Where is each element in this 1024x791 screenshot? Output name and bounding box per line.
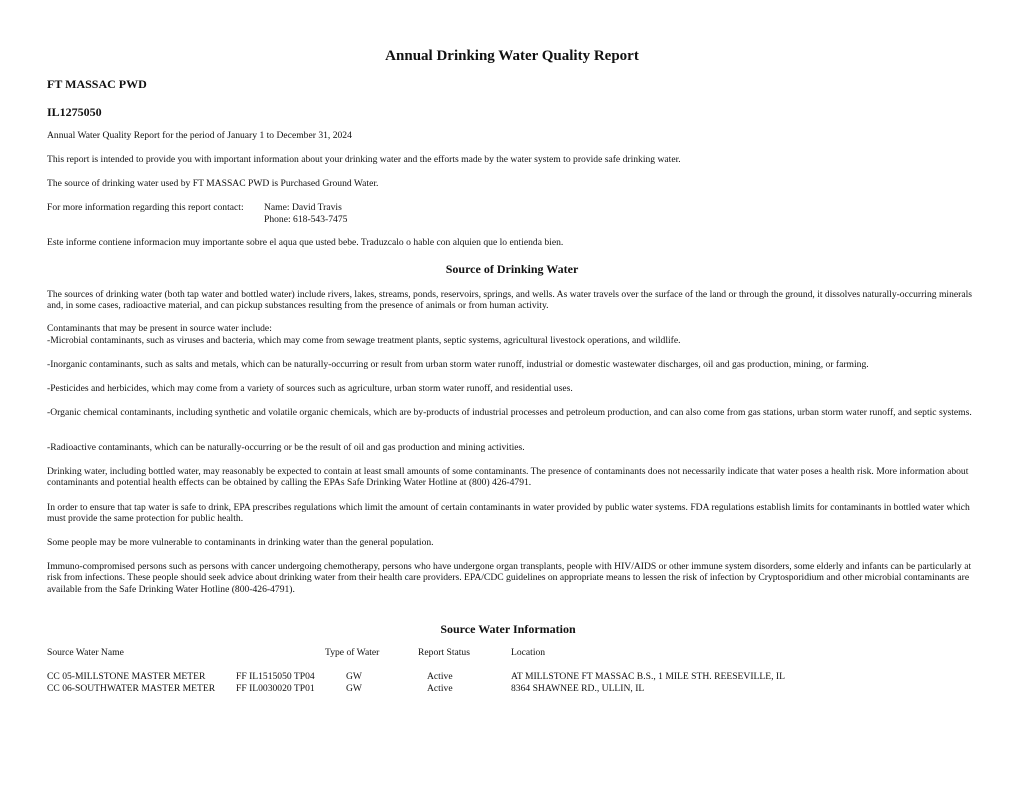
contact-phone: Phone: 618-543-7475 xyxy=(264,214,348,225)
report-status-cell: Active xyxy=(427,671,453,682)
epa-regulations-paragraph: In order to ensure that tap water is safe to drink, EPA prescribes regulations which limit the amount of certain contaminants in water provided by public water systems. FDA regulations establish limits for contaminants in bottled water which must provide the same protection for public health. xyxy=(47,502,970,525)
organic-item: -Organic chemical contaminants, including synthetic and volatile organic chemicals, which are by-products of industrial processes and petroleum production, and can also come from gas stations, urban storm water runoff, and septic systems. xyxy=(47,407,972,418)
source-id-cell: FF IL0030020 TP01 xyxy=(236,683,315,694)
system-id: IL1275050 xyxy=(47,105,102,119)
page-title: Annual Drinking Water Quality Report xyxy=(385,48,639,64)
location-cell: 8364 SHAWNEE RD., ULLIN, IL xyxy=(511,683,645,694)
source-of-drinking-water-heading: Source of Drinking Water xyxy=(445,262,579,276)
contaminants-intro: Contaminants that may be present in source water include: xyxy=(47,323,272,334)
immuno-paragraph: Immuno-compromised persons such as persons with cancer undergoing chemotherapy, persons who have undergone organ transplants, people with HIV/AIDS or other immune system disorders, some elderly and infants can be particularly at risk from infections. These people should seek advice about drinking water from their health care providers. EPA/CDC guidelines on appropriate means to lessen the risk of infection by Cryptosporidium and other microbial contaminants are available from the Safe Drinking Water Hotline (800-426-4791). xyxy=(47,561,972,595)
source-name-cell: CC 05-MILLSTONE MASTER METER xyxy=(47,671,206,682)
table-row xyxy=(47,683,977,695)
spanish-notice: Este informe contiene informacion muy importante sobre el aqua que usted bebe. Traduzcalo o hable con alquien que lo entienda bien. xyxy=(47,237,564,248)
bottled-water-paragraph: Drinking water, including bottled water, may reasonably be expected to contain at least small amounts of some contaminants. The presence of contaminants does not necessarily indicate that water poses a health risk. More information about contaminants and potential health effects can be obtained by calling the EPAs Safe Drinking Water Hotline at (800) 426-4791. xyxy=(47,466,969,489)
report-status-cell: Active xyxy=(427,683,453,694)
column-header: Location xyxy=(511,647,546,658)
pesticides-item: -Pesticides and herbicides, which may come from a variety of sources such as agriculture, urban storm water runoff, and residential uses. xyxy=(47,383,573,394)
contact-label: For more information regarding this report contact: xyxy=(47,202,244,213)
water-type-cell: GW xyxy=(346,671,362,682)
vulnerable-paragraph: Some people may be more vulnerable to contaminants in drinking water than the general population. xyxy=(47,537,434,548)
water-type-cell: GW xyxy=(346,683,362,694)
source-water-table xyxy=(47,647,977,695)
source-water-information-heading: Source Water Information xyxy=(440,622,576,636)
microbial-item: -Microbial contaminants, such as viruses and bacteria, which may come from sewage treatment plants, septic systems, agricultural livestock operations, and wildlife. xyxy=(47,335,681,346)
report-period: Annual Water Quality Report for the period of January 1 to December 31, 2024 xyxy=(47,130,352,141)
contact-name: Name: David Travis xyxy=(264,202,342,213)
source-id-cell: FF IL1515050 TP04 xyxy=(236,671,315,682)
column-header: Type of Water xyxy=(325,647,380,658)
inorganic-item: -Inorganic contaminants, such as salts and metals, which can be naturally-occurring or result from urban storm water runoff, industrial or domestic wastewater discharges, oil and gas production, mining, or farming. xyxy=(47,359,869,370)
radioactive-item: -Radioactive contaminants, which can be naturally-occurring or be the result of oil and gas production and mining activities. xyxy=(47,442,525,453)
source-name-cell: CC 06-SOUTHWATER MASTER METER xyxy=(47,683,216,694)
intro-paragraph: This report is intended to provide you with important information about your drinking water and the efforts made by the water system to provide safe drinking water. xyxy=(47,154,681,165)
table-header-row xyxy=(47,647,977,659)
system-name: FT MASSAC PWD xyxy=(47,77,147,91)
sources-paragraph: The sources of drinking water (both tap water and bottled water) include rivers, lakes, streams, ponds, reservoirs, springs, and wells. As water travels over the surface of the land or through the ground, it dissolves naturally-occurring minerals and, in some cases, radioactive material, and can pickup substances resulting from the presence of animals or from human activity. xyxy=(47,289,973,312)
source-statement: The source of drinking water used by FT MASSAC PWD is Purchased Ground Water. xyxy=(47,178,379,189)
location-cell: AT MILLSTONE FT MASSAC B.S., 1 MILE STH. REESEVILLE, IL xyxy=(511,671,785,682)
table-row xyxy=(47,671,977,683)
column-header: Report Status xyxy=(418,647,470,658)
column-header: Source Water Name xyxy=(47,647,124,658)
